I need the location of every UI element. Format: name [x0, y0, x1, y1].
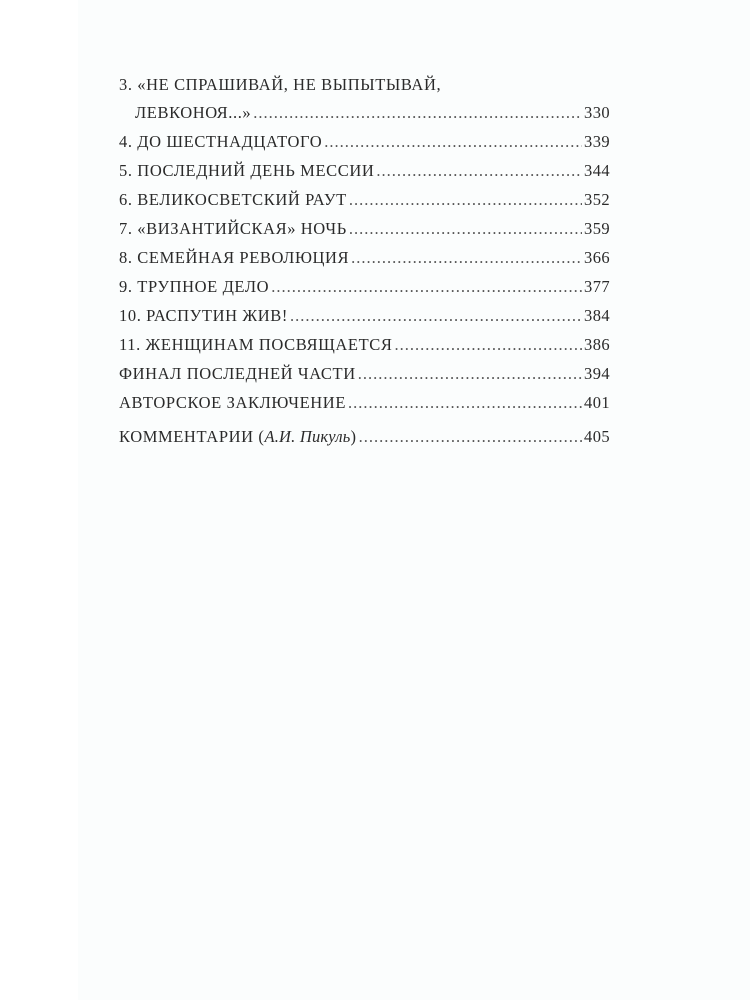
toc-entry-comments [119, 422, 610, 451]
toc-page-number: 339 [584, 132, 610, 151]
toc-entry-title: 10. РАСПУТИН ЖИВ! [119, 306, 288, 325]
toc-entry-4 [119, 127, 610, 156]
dot-leader [290, 301, 582, 330]
toc-entry-3-line1 [119, 72, 610, 98]
toc-page-number: 344 [584, 161, 610, 180]
toc-entry-11 [119, 330, 610, 359]
table-of-contents [119, 72, 610, 451]
toc-entry-10 [119, 301, 610, 330]
toc-page-number: 330 [584, 103, 610, 122]
toc-page-number: 401 [584, 393, 610, 412]
dot-leader [394, 330, 582, 359]
toc-entry-9 [119, 272, 610, 301]
toc-entry-title: 7. «ВИЗАНТИЙСКАЯ» НОЧЬ [119, 219, 347, 238]
toc-entry-title-end: ) [350, 427, 357, 446]
dot-leader [348, 388, 582, 417]
toc-entry-final [119, 359, 610, 388]
toc-page-number: 394 [584, 364, 610, 383]
toc-entry-title: 5. ПОСЛЕДНИЙ ДЕНЬ МЕССИИ [119, 161, 375, 180]
toc-entry-title: 9. ТРУПНОЕ ДЕЛО [119, 277, 270, 296]
toc-entry-title: ЛЕВКОНОЯ...» [135, 103, 252, 122]
dot-leader [376, 156, 582, 185]
toc-entry-title: 11. ЖЕНЩИНАМ ПОСВЯЩАЕТСЯ [119, 335, 393, 354]
toc-page-number: 377 [584, 277, 610, 296]
toc-entry-title [119, 422, 357, 451]
dot-leader [271, 272, 582, 301]
toc-page-number: 352 [584, 190, 610, 209]
dot-leader [351, 243, 582, 272]
toc-entry-8 [119, 243, 610, 272]
toc-entry-title: ФИНАЛ ПОСЛЕДНЕЙ ЧАСТИ [119, 364, 356, 383]
toc-entry-title: 8. СЕМЕЙНАЯ РЕВОЛЮЦИЯ [119, 248, 350, 267]
toc-entry-3 [119, 98, 610, 127]
dot-leader [359, 422, 582, 451]
dot-leader [349, 214, 582, 243]
toc-page-number: 384 [584, 306, 610, 325]
toc-entry-6 [119, 185, 610, 214]
toc-entry-5 [119, 156, 610, 185]
dot-leader [324, 127, 582, 156]
toc-entry-title: АВТОРСКОЕ ЗАКЛЮЧЕНИЕ [119, 393, 346, 412]
dot-leader [253, 98, 582, 127]
toc-entry-7 [119, 214, 610, 243]
toc-entry-title: 6. ВЕЛИКОСВЕТСКИЙ РАУТ [119, 190, 347, 209]
toc-page-number: 359 [584, 219, 610, 238]
toc-entry-conclusion [119, 388, 610, 417]
toc-page-number: 366 [584, 248, 610, 267]
toc-entry-title: 3. «НЕ СПРАШИВАЙ, НЕ ВЫПЫТЫВАЙ, [119, 75, 442, 94]
toc-entry-title-start: КОММЕНТАРИИ ( [119, 427, 265, 446]
dot-leader [349, 185, 582, 214]
toc-page-number: 386 [584, 335, 610, 354]
dot-leader [358, 359, 582, 388]
toc-entry-author: А.И. Пикуль [264, 427, 351, 446]
toc-entry-title: 4. ДО ШЕСТНАДЦАТОГО [119, 132, 323, 151]
toc-page-number: 405 [584, 427, 610, 446]
